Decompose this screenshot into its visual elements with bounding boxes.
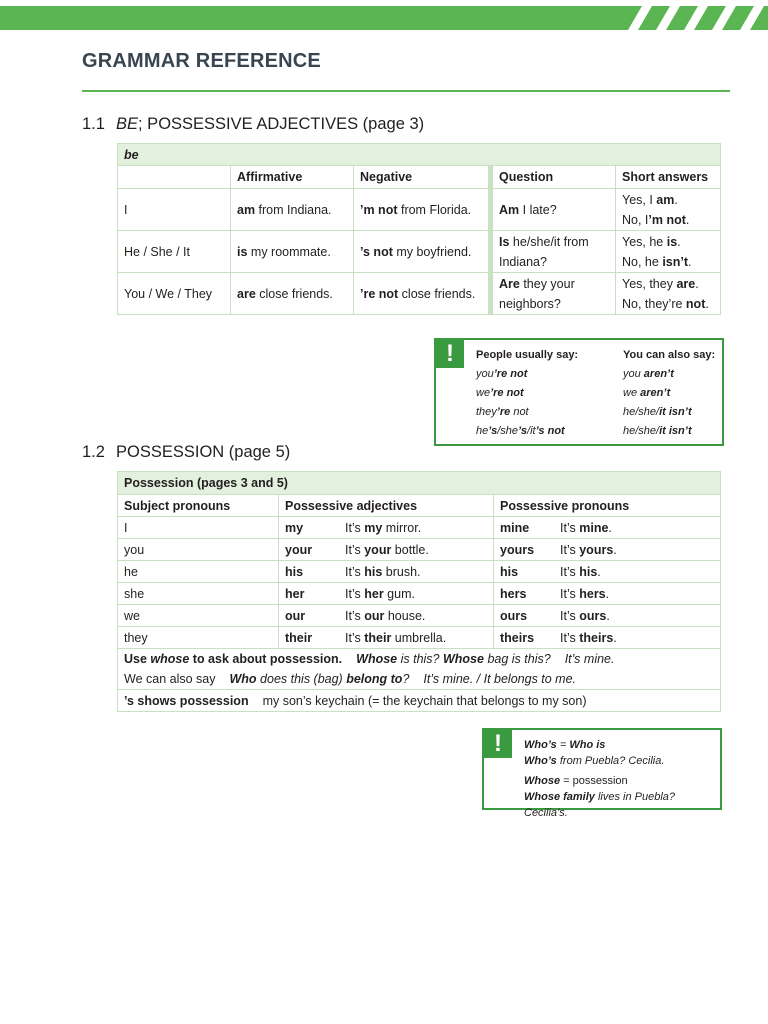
subject-pronoun: he [118, 561, 279, 583]
pronoun-example: It’s ours. [554, 605, 721, 627]
affirmative-cell: is my roommate. [231, 231, 354, 273]
note-line: Whose family lives in Puebla? Cecilia’s. [524, 791, 676, 819]
subject-pronoun: I [118, 517, 279, 539]
note-column-also [623, 346, 715, 441]
subject-cell: I [118, 189, 231, 231]
pronoun-example: It’s his. [554, 561, 721, 583]
table-row [118, 539, 721, 561]
note-line: you’re not [476, 368, 528, 380]
short-answer-cell: Yes, they are. No, they’re not. [616, 273, 721, 315]
note-line: you aren’t [623, 368, 674, 380]
negative-cell: ’m not from Florida. [354, 189, 491, 231]
col-header: Short answers [616, 166, 721, 189]
short-answer-cell: Yes, I am. No, I’m not. [616, 189, 721, 231]
col-header [118, 166, 231, 189]
pronoun-example: It’s yours. [554, 539, 721, 561]
stripe-decoration [608, 6, 768, 30]
adjective-example: It’s your bottle. [339, 539, 494, 561]
note-line: we’re not [476, 387, 524, 399]
affirmative-cell: am from Indiana. [231, 189, 354, 231]
whose-note-box [482, 728, 722, 819]
table-row [118, 189, 721, 231]
subject-pronoun: they [118, 627, 279, 649]
table-row [118, 273, 721, 315]
possessive-adjective: our [279, 605, 340, 627]
possessive-pronoun: his [494, 561, 555, 583]
section-text: POSSESSION (page 5) [116, 443, 291, 461]
col-header: Affirmative [231, 166, 354, 189]
note-heading: You can also say: [623, 349, 716, 361]
adjective-example: It’s his brush. [339, 561, 494, 583]
note-line: he/she/it isn’t [623, 406, 692, 418]
col-header: Negative [354, 166, 491, 189]
table-row [118, 231, 721, 273]
page-title: GRAMMAR REFERENCE [82, 50, 321, 72]
note-line: Who’s from Puebla? Cecilia. [524, 755, 665, 767]
note-line: Whose = possession [524, 775, 628, 787]
be-table [117, 143, 721, 315]
pronoun-example: It’s hers. [554, 583, 721, 605]
subject-cell: You / We / They [118, 273, 231, 315]
table-row [118, 561, 721, 583]
adjective-example: It’s her gum. [339, 583, 494, 605]
top-banner [0, 6, 768, 30]
short-answer-cell: Yes, he is. No, he isn’t. [616, 231, 721, 273]
possessive-pronoun: mine [494, 517, 555, 539]
possessive-adjective: their [279, 627, 340, 649]
possession-table [117, 471, 721, 712]
section-number: 1.1 [82, 115, 105, 133]
exclamation-icon: ! [484, 730, 512, 758]
subject-pronoun: we [118, 605, 279, 627]
table-row [118, 583, 721, 605]
section-number: 1.2 [82, 443, 105, 461]
note-heading: People usually say: [476, 349, 579, 361]
col-header: Subject pronouns [118, 495, 279, 517]
s-possession-row [118, 690, 721, 712]
note-line: we aren’t [623, 387, 671, 399]
possessive-pronoun: yours [494, 539, 555, 561]
also-note: We can also say Who does this (bag) belong to? It’s mine. / It belongs to me. [118, 669, 721, 690]
possessive-pronoun: ours [494, 605, 555, 627]
section-heading-2 [82, 443, 290, 462]
note-line: Who’s = Who is [524, 739, 606, 751]
negative-cell: ’re not close friends. [354, 273, 491, 315]
whose-note-content [524, 737, 720, 821]
adjective-example: It’s my mirror. [339, 517, 494, 539]
adjective-example: It’s their umbrella. [339, 627, 494, 649]
table-label: be [118, 144, 721, 166]
pronoun-example: It’s mine. [554, 517, 721, 539]
subject-pronoun: you [118, 539, 279, 561]
whose-note-row [118, 649, 721, 670]
negative-cell: ’s not my boyfriend. [354, 231, 491, 273]
also-note-row [118, 669, 721, 690]
affirmative-cell: are close friends. [231, 273, 354, 315]
possessive-adjective: his [279, 561, 340, 583]
title-rule [82, 90, 730, 92]
possessive-pronoun: theirs [494, 627, 555, 649]
whose-note: Use whose to ask about possession. Whose is this? Whose bag is this? It’s mine. [118, 649, 721, 670]
question-cell: Is he/she/it from Indiana? [491, 231, 616, 273]
section-text: ; POSSESSIVE ADJECTIVES (page 3) [138, 115, 425, 133]
section-be: BE [116, 115, 139, 133]
note-line: they’re not [476, 406, 529, 418]
table-row [118, 605, 721, 627]
s-possession-note: ’s shows possession my son’s keychain (= the keychain that belongs to my son) [118, 690, 721, 712]
pronoun-example: It’s theirs. [554, 627, 721, 649]
note-line: he’s/she’s/it’s not [476, 425, 565, 437]
exclamation-icon: ! [436, 340, 464, 368]
question-cell: Am I late? [491, 189, 616, 231]
possessive-adjective: my [279, 517, 340, 539]
possessive-pronoun: hers [494, 583, 555, 605]
col-header: Question [491, 166, 616, 189]
table-row [118, 627, 721, 649]
question-cell: Are they your neighbors? [491, 273, 616, 315]
possessive-adjective: your [279, 539, 340, 561]
subject-pronoun: she [118, 583, 279, 605]
note-column-usual [476, 346, 578, 441]
note-line: he/she/it isn’t [623, 425, 692, 437]
possessive-adjective: her [279, 583, 340, 605]
col-header: Possessive adjectives [279, 495, 494, 517]
col-header: Possessive pronouns [494, 495, 721, 517]
table-row [118, 517, 721, 539]
subject-cell: He / She / It [118, 231, 231, 273]
table-label: Possession (pages 3 and 5) [118, 472, 721, 495]
usage-note-box [434, 338, 724, 446]
adjective-example: It’s our house. [339, 605, 494, 627]
section-heading-1 [82, 115, 424, 134]
